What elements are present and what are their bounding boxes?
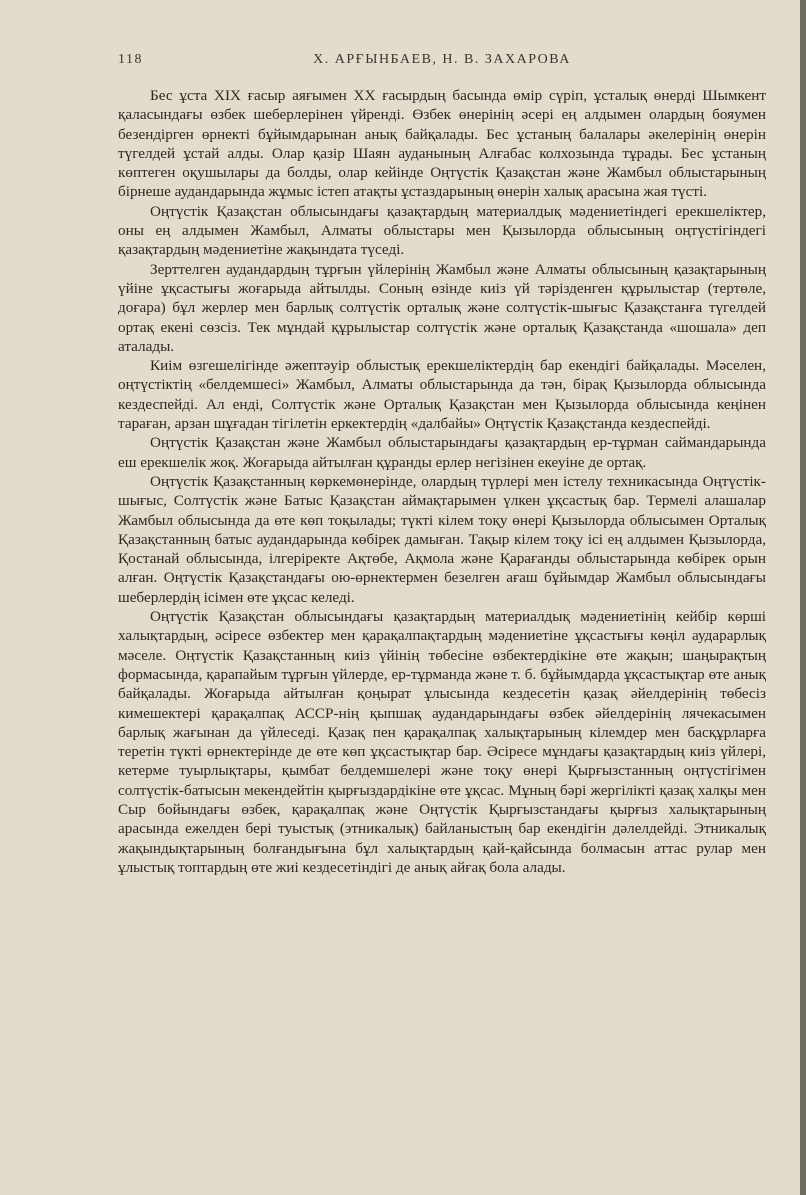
- page-body: [118, 86, 766, 877]
- paragraph: Бес ұста XIX ғасыр аяғымен XX ғасырдың басында өмір сүріп, ұсталық өнерді Шымкент қаласындағы өзбек шеберлерінен үйренді. Өзбек өнерінің әсері ең алдымен олардың бояумен безендірген өрнекті бұйымдарынан анық байқалады. Бес ұстаның балалары әкелерінің өнерін түгелдей ұстай алды. Олар қазір Шаян ауданының Алғабас колхозында тұрады. Бес ұстаның көптеген оқушылары да болды, олар кейінде Оңтүстік Қазақстан және Жамбыл облыстарының бірнеше аудандарында жұмыс істеп атақты ұстаздарының өнерін халық арасына жая түсті.: [118, 87, 766, 201]
- paragraph: Оңтүстік Қазақстан және Жамбыл облыстарындағы қазақтардың ер-тұрман саймандарында еш ерекшелік жоқ. Жоғарыда айтылған құранды ерлер негізінен екеуіне де ортақ.: [118, 434, 766, 471]
- paragraph: Зерттелген аудандардың тұрғын үйлерінің Жамбыл және Алматы облысының қазақтарының үйіне ұқсастығы жоғарыда айтылды. Соның өзінде киіз үй тәрізденген құрылыстар (тертөле, доғара) бұл жерлер мен барлық солтүстік орталық және солтүстік-шығыс Қазақстанға түгелдей ортақ екені сөзсіз. Тек мұндай құрылыстар солтүстік және орталық Қазақстанда «шошала» деп аталады.: [118, 260, 766, 355]
- paragraph: Оңтүстік Қазақстанның көркемөнерінде, олардың түрлері мен істелу техникасында Оңтүстік-шығыс, Солтүстік және Батыс Қазақстан аймақтарымен үлкен ұқсастық бар. Термелі алашалар Жамбыл облысында да өте көп тоқылады; түкті кілем тоқу өнері Қызылорда облысымен Орталық Қазақстанның батыс аудандарында көбірек дамыған. Тақыр кілем тоқу ісі ең алдымен Қызылорда, Қостанай облысында, ілгеріректе Ақтөбе, Ақмола және Қарағанды облыстарында көбірек орын алған. Оңтүстік Қазақстандағы ою-өрнектермен безелген ағаш бұйымдар Жамбыл облысындағы шеберлердің ісімен өте ұқсас келеді.: [118, 472, 766, 606]
- paragraph: Оңтүстік Қазақстан облысындағы қазақтардың материалдық мәдениетінің кейбір көрші халықтардың, әсіресе өзбектер мен қарақалпақтардың мәдениетіне ұқсастығы көңіл аударарлық мәселе. Оңтүстік Қазақстанның киіз үйінің төбесіне өзбектердікіне өте жақын; шаңырақтың формасында, қарапайым тұрғын үйлерде, ер-тұрманда және т. б. бұйымдарда ұқсастықтар өте анық байқалады. Жоғарыда айтылған қоңырат ұлысында кездесетін қазақ әйелдерінің төбесіз кимешектері қарақалпақ АССР-нің қыпшақ аудандарындағы өзбек әйелдерінің лячекасымен барлық жағынан да үйлеседі. Қазақ пен қарақалпақ халықтарының кілемдер мен басқұрларға теретін түкті өрнектерінде де өте көп ұқсастықтар бар. Әсіресе мұндағы қазақтардың киіз үйлері, кетерме туырлықтары, қымбат белдемшелері және тоқу өнері Қырғызстанның оңтүстігімен солтүстік-батысын мекендейтін қырғыздардікіне өте ұқсас. Мұның бәрі жергілікті қазақ халқы мен Сыр бойындағы өзбек, қарақалпақ және Оңтүстік Қырғызстандағы қырғыз халықтарының арасында ежелден бері туыстық (этникалық) байланыстың бар екендігін дәлелдейді. Этникалық жақындықтарының болғандығына бұл халықтардың қай-қайсында болмасын аттас рулар мен ұлыстық топтардың өте жиі кездесетіндігі де анық айғақ бола алады.: [118, 608, 766, 876]
- running-head: Х. АРҒЫНБАЕВ, Н. В. ЗАХАРОВА: [313, 52, 571, 67]
- page-number: 118: [118, 52, 143, 67]
- paragraph: Киім өзгешелігінде әжептәуір облыстық ерекшеліктердің бар екендігі байқалады. Мәселен, оңтүстіктің «белдемшесі» Жамбыл, Алматы облыстарында да тән, бірақ Қызылорда облысында кездеспейді. Ал енді, Солтүстік және Орталық Қазақстан мен Қызылорда облысында кеңінен тараған, арзан шұғадан тігілетін еркектердің «далбайы» Оңтүстік Қазақстанда кездеспейді.: [118, 357, 766, 433]
- paragraph: Оңтүстік Қазақстан облысындағы қазақтардың материалдық мәдениетіндегі ерекшеліктер, оны ең алдымен Жамбыл, Алматы облыстары мен Қызылорда облысының оңтүстігіндегі қазақтардың мәдениетіне жақындата түседі.: [118, 202, 766, 259]
- page-edge: [800, 0, 806, 1195]
